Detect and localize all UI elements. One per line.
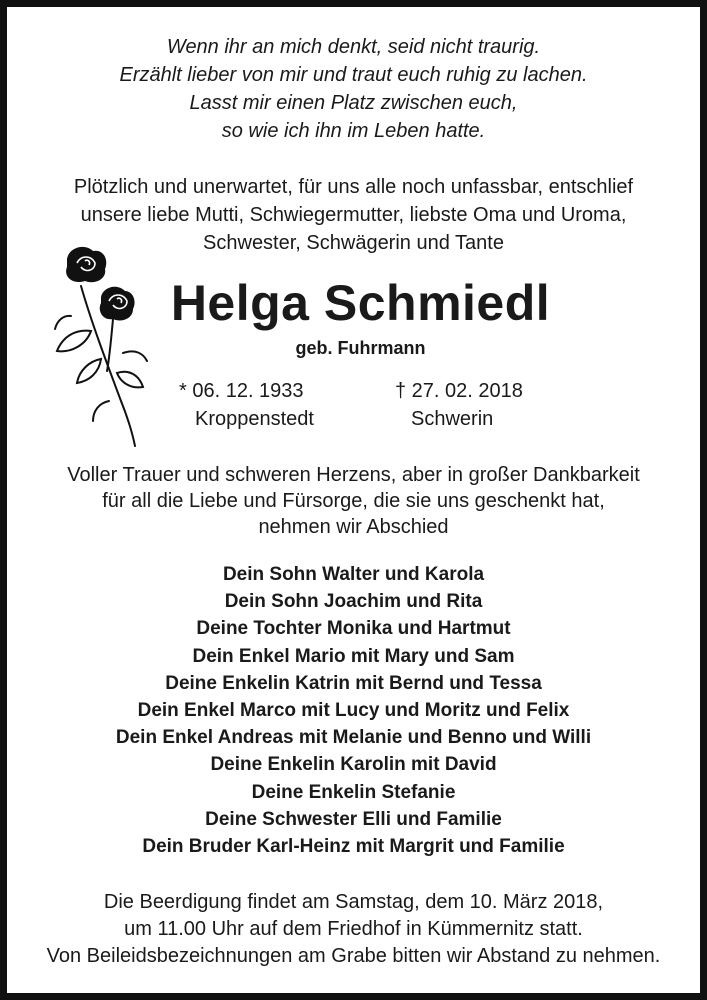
mourner-entry: Deine Enkelin Katrin mit Bernd und Tessa [165,672,542,694]
closing-line: nehmen wir Abschied [258,516,449,538]
closing-text [7,462,700,540]
mourner-entry: Dein Enkel Mario mit Mary und Sam [192,645,515,667]
closing-line: Voller Trauer und schweren Herzens, aber in großer Dankbarkeit [67,464,640,486]
poem-line: so wie ich ihn im Leben hatte. [221,120,486,142]
funeral-line: um 11.00 Uhr auf dem Friedhof in Kümmernitz statt. [124,918,583,940]
poem-line: Lasst mir einen Platz zwischen euch, [189,92,518,114]
birth-date: * 06. 12. 1933 [179,380,304,402]
mourner-entry: Dein Sohn Walter und Karola [222,564,485,585]
mourner-entry: Deine Enkelin Stefanie [251,781,456,803]
poem-line: Wenn ihr an mich denkt, seid nicht traurig. [166,36,541,58]
funeral-line: Von Beileidsbezeichnungen am Grabe bitten wir Abstand zu nehmen. [46,945,661,967]
funeral-info [7,889,700,970]
birth-place: Kroppenstedt [195,408,314,430]
poem [7,33,700,145]
birth-info [179,377,339,433]
intro-line: Plötzlich und unerwartet, für uns alle noch unfassbar, entschlief [73,176,634,198]
mourner-entry: Dein Sohn Joachim und Rita [224,591,483,613]
maiden-name: geb. Fuhrmann [295,338,426,358]
deceased-name: Helga Schmiedl [170,275,551,331]
death-date: † 27. 02. 2018 [395,380,523,402]
death-info [395,377,565,433]
closing-line: für all die Liebe und Fürsorge, die sie uns geschenkt hat, [102,490,605,512]
mourner-entry: Deine Tochter Monika und Hartmut [196,618,511,640]
mourner-entry: Dein Enkel Marco mit Lucy und Moritz und Felix [137,700,570,722]
poem-line: Erzählt lieber von mir und traut euch ruhig zu lachen. [119,64,588,86]
intro-line: unsere liebe Mutti, Schwiegermutter, liebste Oma und Uroma, [80,204,627,226]
mourner-entry: Deine Schwester Elli und Familie [205,808,502,830]
mourner-entry: Deine Enkelin Karolin mit David [210,754,497,776]
funeral-line: Die Beerdigung findet am Samstag, dem 10. März 2018, [103,891,604,913]
death-place: Schwerin [411,408,494,430]
intro-line: Schwester, Schwägerin und Tante [203,232,504,254]
mourners-list [7,561,700,860]
mourner-entry: Dein Enkel Andreas mit Melanie und Benno und Willi [115,727,592,749]
mourner-entry: Dein Bruder Karl-Heinz mit Margrit und Familie [142,836,565,858]
